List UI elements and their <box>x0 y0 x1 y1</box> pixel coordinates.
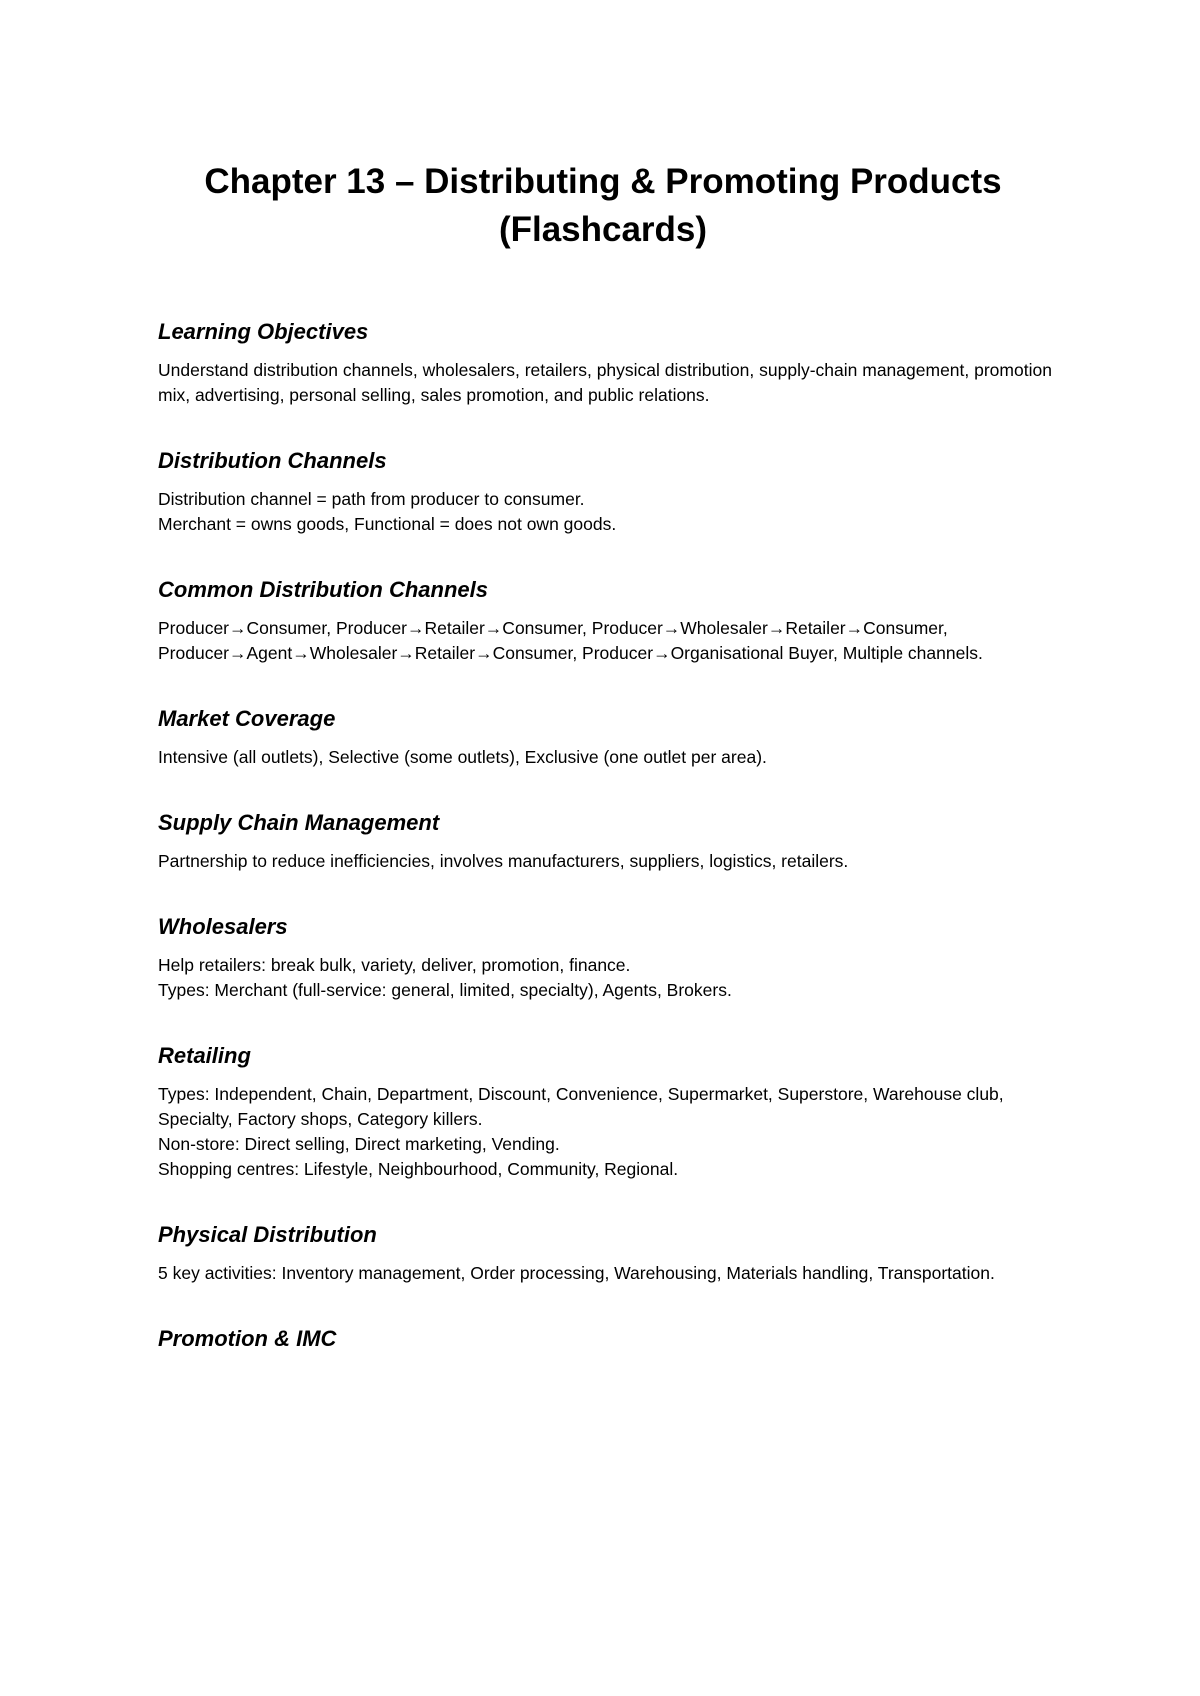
flashcard-section <box>158 1042 1058 1182</box>
section-body <box>158 745 1058 770</box>
flashcard-section <box>158 809 1058 874</box>
section-body <box>158 487 1058 537</box>
section-body <box>158 1261 1058 1286</box>
section-body <box>158 358 1058 408</box>
title-line-2: (Flashcards) <box>498 210 708 249</box>
section-text-line: Partnership to reduce inefficiencies, involves manufacturers, suppliers, logistics, retailers. <box>158 851 849 871</box>
flashcard-section <box>158 318 1058 408</box>
section-text-line: Producer→Consumer, Producer→Retailer→Consumer, Producer→Wholesaler→Retailer→Consumer, Producer→Agent→Wholesaler→Retailer→Consumer, Producer→Organisational Buyer, Multiple channels. <box>158 618 983 663</box>
section-heading: Supply Chain Management <box>158 810 440 835</box>
flashcard-section <box>158 913 1058 1003</box>
title-line-1: Chapter 13 – Distributing & Promoting Products <box>204 162 1002 201</box>
section-body <box>158 1082 1058 1182</box>
flashcard-sections <box>158 318 1058 1353</box>
section-body <box>158 849 1058 874</box>
section-text-line: Distribution channel = path from producer to consumer. <box>158 489 585 509</box>
section-heading: Retailing <box>158 1043 251 1068</box>
page-title <box>153 158 1053 254</box>
document-page <box>158 158 1058 1392</box>
flashcard-section <box>158 1325 1058 1353</box>
section-text-line: 5 key activities: Inventory management, Order processing, Warehousing, Materials handling, Transportation. <box>158 1263 995 1283</box>
section-text-line: Types: Merchant (full-service: general, limited, specialty), Agents, Brokers. <box>158 980 732 1000</box>
section-heading: Learning Objectives <box>158 319 369 344</box>
flashcard-section <box>158 576 1058 666</box>
section-text-line: Help retailers: break bulk, variety, deliver, promotion, finance. <box>158 955 631 975</box>
flashcard-section <box>158 705 1058 770</box>
section-text-line: Non-store: Direct selling, Direct marketing, Vending. <box>158 1134 560 1154</box>
flashcard-section <box>158 447 1058 537</box>
section-text-line: Understand distribution channels, wholesalers, retailers, physical distribution, supply-chain management, promotion mix, advertising, personal selling, sales promotion, and public relations. <box>158 360 1052 405</box>
section-heading: Common Distribution Channels <box>158 577 488 602</box>
section-heading: Wholesalers <box>158 914 288 939</box>
section-heading: Distribution Channels <box>158 448 387 473</box>
section-body <box>158 616 1058 666</box>
section-heading: Market Coverage <box>158 706 336 731</box>
flashcard-section <box>158 1221 1058 1286</box>
section-heading: Physical Distribution <box>158 1222 377 1247</box>
section-text-line: Types: Independent, Chain, Department, Discount, Convenience, Supermarket, Superstore, Warehouse club, Specialty, Factory shops, Category killers. <box>158 1084 1004 1129</box>
section-text-line: Intensive (all outlets), Selective (some outlets), Exclusive (one outlet per area). <box>158 747 767 767</box>
section-text-line: Shopping centres: Lifestyle, Neighbourhood, Community, Regional. <box>158 1159 679 1179</box>
section-text-line: Merchant = owns goods, Functional = does not own goods. <box>158 514 617 534</box>
section-heading: Promotion & IMC <box>158 1326 337 1351</box>
section-body <box>158 953 1058 1003</box>
